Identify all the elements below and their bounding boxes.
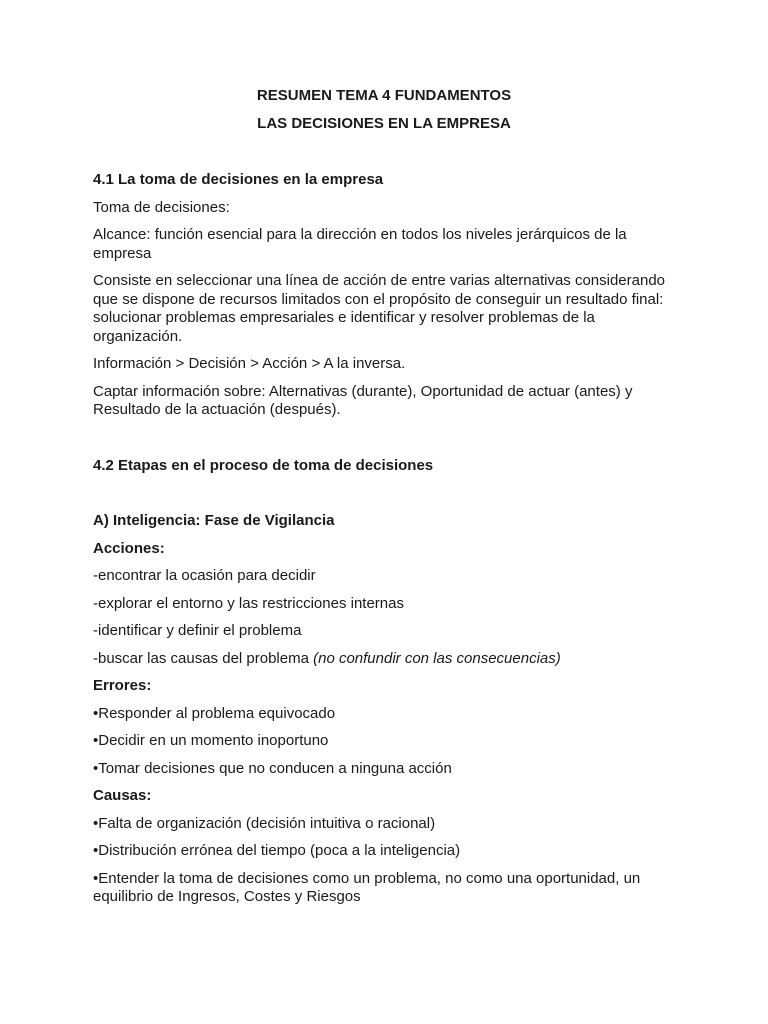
list-item-note: (no confundir con las consecuencias) [313, 649, 561, 667]
paragraph: Alcance: función esencial para la dirección en todos los niveles jerárquicos de la empresa [93, 226, 627, 262]
phase-a-heading: A) Inteligencia: Fase de Vigilancia [93, 512, 335, 529]
list-item: -identificar y definir el problema [93, 622, 302, 639]
causas-label: Causas: [93, 787, 152, 804]
paragraph: Consiste en seleccionar una línea de acción de entre varias alternativas considerando que se dispone de recursos limitados con el propósito de conseguir un resultado final: solucionar problemas empresariales e identificar y resolver problemas de la organización. [93, 272, 666, 345]
list-item: •Decidir en un momento inoportuno [93, 732, 329, 749]
document-subtitle: LAS DECISIONES EN LA EMPRESA [257, 115, 511, 132]
errores-label: Errores: [93, 677, 152, 694]
paragraph: Información > Decisión > Acción > A la inversa. [93, 355, 406, 372]
list-item: -explorar el entorno y las restricciones internas [93, 594, 404, 612]
list-item: •Tomar decisiones que no conducen a ninguna acción [93, 759, 452, 777]
document-title: RESUMEN TEMA 4 FUNDAMENTOS [256, 87, 512, 104]
document-body [93, 171, 683, 916]
acciones-label: Acciones: [93, 539, 165, 557]
list-item-text: -buscar las causas del problema [93, 649, 314, 667]
section-heading-4-2: 4.2 Etapas en el proceso de toma de decisiones [93, 456, 434, 474]
list-item: •Falta de organización (decisión intuitiva o racional) [93, 814, 436, 832]
paragraph: Toma de decisiones: [93, 198, 230, 216]
paragraph: Captar información sobre: Alternativas (durante), Oportunidad de actuar (antes) y Resultado de la actuación (después). [93, 382, 633, 418]
list-item: •Responder al problema equivocado [93, 704, 336, 722]
list-item: •Distribución errónea del tiempo (poca a la inteligencia) [93, 842, 461, 859]
section-heading-4-1: 4.1 La toma de decisiones en la empresa [93, 171, 384, 188]
list-item: -encontrar la ocasión para decidir [93, 567, 316, 584]
list-item [93, 650, 683, 669]
list-item: •Entender la toma de decisiones como un problema, no como una oportunidad, un equilibrio de Ingresos, Costes y Riesgos [93, 869, 641, 905]
